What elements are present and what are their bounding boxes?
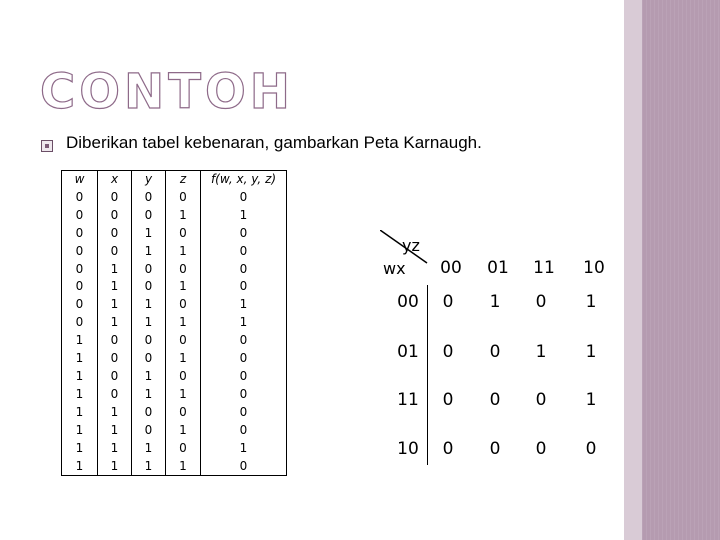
table-row (62, 386, 287, 404)
kmap-column-header: 01 (487, 258, 509, 278)
kmap-column-header: 11 (533, 258, 555, 278)
table-cell: 0 (201, 404, 287, 422)
truth-table-header-row (62, 171, 287, 189)
table-cell: 1 (166, 278, 201, 296)
header-y: y (132, 171, 166, 189)
table-cell: 1 (98, 296, 132, 314)
table-cell: 0 (62, 261, 98, 279)
table-cell: 1 (98, 278, 132, 296)
kmap-cell: 0 (442, 439, 454, 459)
table-cell: 0 (98, 225, 132, 243)
header-f: f(w, x, y, z) (201, 171, 287, 189)
table-cell: 1 (62, 350, 98, 368)
table-cell: 1 (132, 458, 166, 476)
table-cell: 0 (62, 296, 98, 314)
header-x: x (98, 171, 132, 189)
kmap-row-header: 01 (397, 342, 419, 362)
table-row (62, 261, 287, 279)
kmap-cell: 1 (585, 292, 597, 312)
table-cell: 1 (166, 207, 201, 225)
table-cell: 1 (62, 332, 98, 350)
table-cell: 1 (132, 296, 166, 314)
table-row (62, 332, 287, 350)
table-cell: 0 (166, 296, 201, 314)
kmap-cell: 0 (535, 439, 547, 459)
kmap-cell: 0 (442, 390, 454, 410)
table-cell: 1 (166, 314, 201, 332)
kmap-cell: 0 (489, 439, 501, 459)
table-cell: 1 (62, 368, 98, 386)
table-cell: 1 (62, 440, 98, 458)
table-cell: 1 (132, 225, 166, 243)
table-cell: 0 (62, 314, 98, 332)
kmap-row-header: 10 (397, 439, 419, 459)
table-row (62, 440, 287, 458)
kmap-row-variable: wx (383, 259, 406, 278)
table-cell: 0 (62, 207, 98, 225)
table-cell: 0 (166, 225, 201, 243)
kmap-cell: 1 (585, 342, 597, 362)
table-cell: 0 (132, 422, 166, 440)
table-row (62, 243, 287, 261)
table-cell: 1 (201, 207, 287, 225)
bullet-text: Diberikan tabel kebenaran, gambarkan Peta Karnaugh. (66, 133, 482, 152)
kmap-column-variable: yz (402, 236, 420, 255)
table-cell: 1 (166, 458, 201, 476)
table-cell: 0 (98, 386, 132, 404)
table-cell: 0 (201, 278, 287, 296)
table-row (62, 350, 287, 368)
kmap-cell: 0 (535, 390, 547, 410)
kmap-cell: 0 (442, 342, 454, 362)
table-cell: 0 (166, 368, 201, 386)
table-cell: 1 (166, 422, 201, 440)
table-cell: 0 (132, 207, 166, 225)
kmap-row-header: 00 (397, 292, 419, 312)
table-row (62, 458, 287, 476)
table-cell: 1 (132, 440, 166, 458)
kmap-cell: 0 (442, 292, 454, 312)
table-cell: 1 (166, 243, 201, 261)
table-cell: 1 (62, 404, 98, 422)
table-cell: 0 (132, 332, 166, 350)
table-cell: 0 (201, 350, 287, 368)
table-cell: 0 (201, 261, 287, 279)
table-row (62, 314, 287, 332)
table-cell: 0 (166, 332, 201, 350)
table-row (62, 404, 287, 422)
kmap-row-divider (427, 285, 428, 465)
table-cell: 0 (98, 332, 132, 350)
table-cell: 0 (201, 368, 287, 386)
table-cell: 1 (98, 314, 132, 332)
table-cell: 1 (62, 386, 98, 404)
header-z: z (166, 171, 201, 189)
table-cell: 0 (98, 207, 132, 225)
table-cell: 0 (98, 243, 132, 261)
table-row (62, 189, 287, 207)
table-cell: 0 (201, 225, 287, 243)
table-row (62, 278, 287, 296)
table-cell: 0 (98, 350, 132, 368)
table-row (62, 296, 287, 314)
table-cell: 0 (98, 368, 132, 386)
table-cell: 0 (62, 278, 98, 296)
table-cell: 0 (201, 332, 287, 350)
table-cell: 1 (201, 296, 287, 314)
kmap-row-header: 11 (397, 390, 419, 410)
table-cell: 0 (201, 458, 287, 476)
table-cell: 0 (62, 225, 98, 243)
table-cell: 0 (166, 189, 201, 207)
table-cell: 1 (166, 350, 201, 368)
table-cell: 0 (132, 261, 166, 279)
truth-table (61, 170, 287, 476)
table-cell: 1 (62, 458, 98, 476)
kmap-cell: 1 (585, 390, 597, 410)
table-cell: 1 (132, 314, 166, 332)
table-cell: 0 (201, 243, 287, 261)
table-cell: 0 (201, 189, 287, 207)
table-cell: 0 (132, 404, 166, 422)
header-w: w (62, 171, 98, 189)
kmap-cell: 0 (489, 390, 501, 410)
table-cell: 0 (132, 189, 166, 207)
table-cell: 1 (132, 368, 166, 386)
table-cell: 0 (98, 189, 132, 207)
table-cell: 1 (98, 404, 132, 422)
kmap-cell: 1 (489, 292, 501, 312)
table-cell: 0 (132, 278, 166, 296)
kmap-cell: 0 (535, 292, 547, 312)
table-cell: 1 (62, 422, 98, 440)
table-cell: 1 (98, 422, 132, 440)
table-cell: 0 (62, 243, 98, 261)
kmap-cell: 0 (489, 342, 501, 362)
square-bullet-icon (41, 140, 53, 152)
table-cell: 1 (132, 243, 166, 261)
decorative-side-band (642, 0, 720, 540)
table-cell: 0 (201, 422, 287, 440)
table-cell: 0 (166, 440, 201, 458)
table-cell: 1 (201, 314, 287, 332)
table-row (62, 207, 287, 225)
kmap-column-header: 00 (440, 258, 462, 278)
table-cell: 1 (166, 386, 201, 404)
table-cell: 0 (201, 386, 287, 404)
table-cell: 0 (132, 350, 166, 368)
table-cell: 0 (166, 404, 201, 422)
table-cell: 1 (201, 440, 287, 458)
kmap-column-header: 10 (583, 258, 605, 278)
slide-title: CONTOH (40, 64, 294, 120)
table-cell: 1 (98, 440, 132, 458)
kmap-cell: 1 (535, 342, 547, 362)
table-cell: 0 (62, 189, 98, 207)
table-cell: 0 (166, 261, 201, 279)
table-row (62, 422, 287, 440)
table-cell: 1 (132, 386, 166, 404)
table-cell: 1 (98, 261, 132, 279)
table-row (62, 225, 287, 243)
kmap-cell: 0 (585, 439, 597, 459)
table-row (62, 368, 287, 386)
table-cell: 1 (98, 458, 132, 476)
